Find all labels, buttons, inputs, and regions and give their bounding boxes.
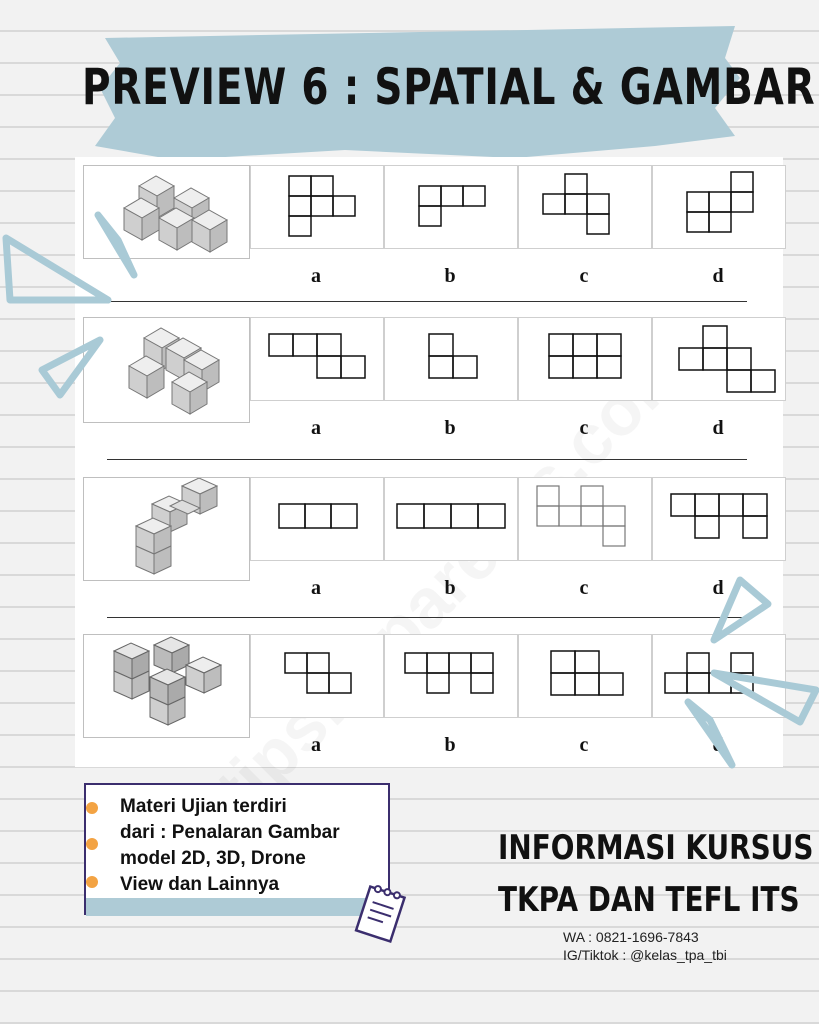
binder-ring-icon [86, 838, 98, 850]
option-b-label: b [444, 734, 456, 756]
option-b-label: b [444, 577, 456, 599]
cube-figure [83, 477, 250, 581]
option-b-box[interactable] [384, 634, 518, 718]
option-b-box[interactable] [384, 165, 518, 249]
row-divider [107, 459, 747, 460]
option-a-box[interactable] [250, 634, 384, 718]
option-b-box[interactable] [384, 477, 518, 561]
option-d-label: d [712, 265, 724, 287]
option-a-label: a [311, 734, 321, 756]
option-a-box[interactable] [250, 477, 384, 561]
option-c-label: c [579, 734, 589, 756]
option-a-box[interactable] [250, 165, 384, 249]
option-d-box[interactable] [652, 317, 786, 401]
info-line: View dan Lainnya [120, 874, 280, 895]
option-d-label: d [712, 577, 724, 599]
option-c-label: c [579, 265, 589, 287]
contact-info [563, 928, 727, 964]
option-c-box[interactable] [518, 165, 652, 249]
option-d-label: d [712, 417, 724, 439]
option-c-box[interactable] [518, 477, 652, 561]
binder-ring-icon [86, 876, 98, 888]
info-line: model 2D, 3D, Drone [120, 848, 306, 869]
question-row [75, 477, 783, 627]
option-d-box[interactable] [652, 165, 786, 249]
option-a-label: a [311, 577, 321, 599]
page-title: PREVIEW 6 : SPATIAL & GAMBAR [82, 58, 816, 116]
question-row [75, 317, 783, 467]
option-c-box[interactable] [518, 634, 652, 718]
option-a-label: a [311, 417, 321, 439]
notepad-icon [352, 885, 408, 945]
option-d-box[interactable] [652, 477, 786, 561]
option-a-label: a [311, 265, 321, 287]
info-line: Materi Ujian terdiri [120, 796, 287, 817]
instagram-tiktok-contact: IG/Tiktok : @kelas_tpa_tbi [563, 947, 727, 963]
info-line: dari : Penalaran Gambar [120, 822, 340, 843]
binder-ring-icon [86, 802, 98, 814]
option-b-label: b [444, 265, 456, 287]
info-card-text [120, 794, 390, 898]
row-divider [107, 617, 747, 618]
option-b-box[interactable] [384, 317, 518, 401]
info-card-band [86, 898, 388, 916]
row-divider [107, 301, 747, 302]
cube-figure [83, 317, 250, 423]
course-line-2: TKPA DAN TEFL ITS [498, 880, 800, 920]
option-d-label: d [712, 734, 724, 756]
question-sheet [75, 157, 783, 767]
cube-figure [83, 165, 250, 259]
whatsapp-contact: WA : 0821-1696-7843 [563, 929, 699, 945]
option-c-label: c [579, 577, 589, 599]
question-row [75, 165, 783, 315]
question-row [75, 634, 783, 784]
course-info-heading [498, 822, 814, 926]
cube-figure [83, 634, 250, 738]
option-d-box[interactable] [652, 634, 786, 718]
option-c-label: c [579, 417, 589, 439]
option-a-box[interactable] [250, 317, 384, 401]
option-b-label: b [444, 417, 456, 439]
course-line-1: INFORMASI KURSUS [498, 828, 814, 868]
option-c-box[interactable] [518, 317, 652, 401]
